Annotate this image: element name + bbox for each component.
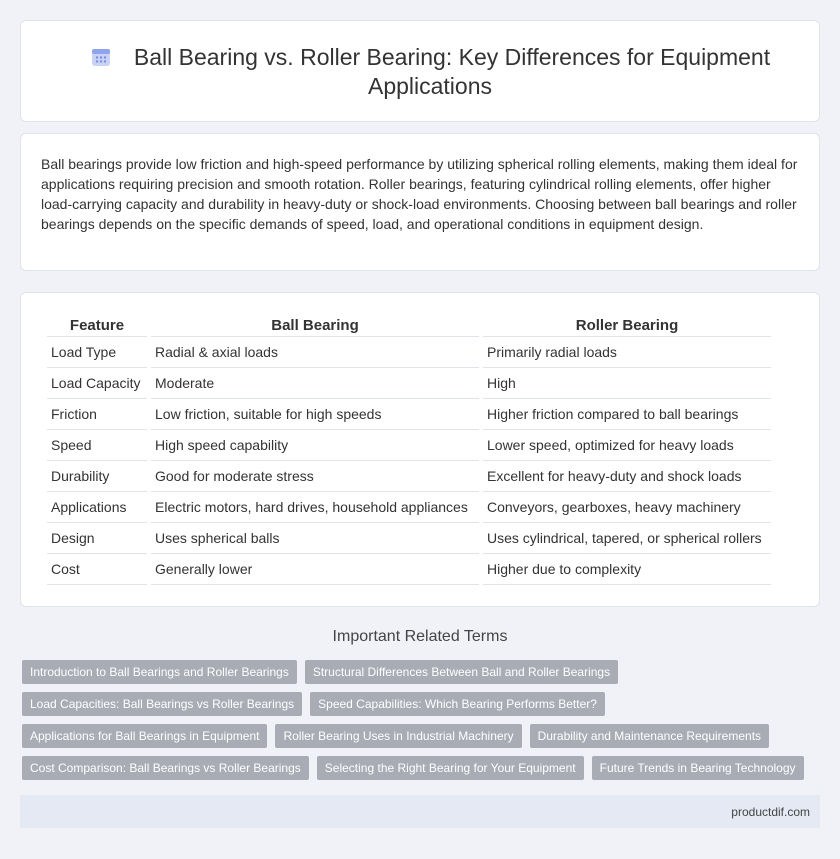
feature-cell: Cost (47, 554, 147, 585)
related-term-link[interactable]: Cost Comparison: Ball Bearings vs Roller Bearings (22, 756, 309, 780)
header-feature: Feature (47, 313, 147, 337)
tag-row (22, 660, 822, 684)
roller-cell: Higher friction compared to ball bearings (483, 399, 771, 430)
feature-cell: Speed (47, 430, 147, 461)
feature-cell: Applications (47, 492, 147, 523)
table-row (47, 368, 771, 399)
table-row (47, 461, 771, 492)
ball-cell: Moderate (151, 368, 479, 399)
intro-paragraph: Ball bearings provide low friction and high-speed performance by utilizing spherical rolling elements, making them ideal for applications requiring precision and smooth rotation. Roller bearings, featuring cylindrical rolling elements, offer higher load-carrying capacity and durability in heavy-duty or shock-load environments. Choosing between ball bearings and roller bearings depends on the specific demands of speed, load, and operational conditions in equipment design. (41, 156, 798, 232)
comparison-table-card (20, 292, 820, 607)
ball-cell: High speed capability (151, 430, 479, 461)
ball-cell: Good for moderate stress (151, 461, 479, 492)
comparison-table (43, 313, 775, 585)
roller-cell: Higher due to complexity (483, 554, 771, 585)
calendar-icon (90, 46, 112, 68)
table-row (47, 523, 771, 554)
tag-row (22, 692, 822, 716)
related-term-link[interactable]: Durability and Maintenance Requirements (530, 724, 769, 748)
ball-cell: Radial & axial loads (151, 337, 479, 368)
roller-cell: Excellent for heavy-duty and shock loads (483, 461, 771, 492)
related-terms-list (22, 660, 822, 788)
table-row (47, 430, 771, 461)
title-card (20, 20, 820, 122)
roller-cell: Uses cylindrical, tapered, or spherical rollers (483, 523, 771, 554)
footer-site-name[interactable]: productdif.com (731, 805, 810, 819)
related-term-link[interactable]: Future Trends in Bearing Technology (592, 756, 804, 780)
related-term-link[interactable]: Applications for Ball Bearings in Equipment (22, 724, 267, 748)
related-term-link[interactable]: Introduction to Ball Bearings and Roller Bearings (22, 660, 297, 684)
table-row (47, 337, 771, 368)
page-title-wrap (81, 43, 779, 101)
roller-cell: Lower speed, optimized for heavy loads (483, 430, 771, 461)
ball-cell: Generally lower (151, 554, 479, 585)
roller-cell: Conveyors, gearboxes, heavy machinery (483, 492, 771, 523)
related-term-link[interactable]: Selecting the Right Bearing for Your Equipment (317, 756, 584, 780)
ball-cell: Uses spherical balls (151, 523, 479, 554)
related-terms-heading: Important Related Terms (332, 628, 508, 645)
intro-card (20, 133, 820, 271)
feature-cell: Load Type (47, 337, 147, 368)
related-term-link[interactable]: Speed Capabilities: Which Bearing Performs Better? (310, 692, 605, 716)
table-row (47, 399, 771, 430)
footer (20, 795, 820, 828)
table-row (47, 554, 771, 585)
feature-cell: Durability (47, 461, 147, 492)
tag-row (22, 756, 822, 780)
tag-row (22, 724, 822, 748)
roller-cell: High (483, 368, 771, 399)
related-term-link[interactable]: Roller Bearing Uses in Industrial Machinery (275, 724, 521, 748)
ball-cell: Electric motors, hard drives, household appliances (151, 492, 479, 523)
header-ball-bearing: Ball Bearing (151, 313, 479, 337)
feature-cell: Load Capacity (47, 368, 147, 399)
header-roller-bearing: Roller Bearing (483, 313, 771, 337)
feature-cell: Design (47, 523, 147, 554)
ball-cell: Low friction, suitable for high speeds (151, 399, 479, 430)
roller-cell: Primarily radial loads (483, 337, 771, 368)
related-term-link[interactable]: Load Capacities: Ball Bearings vs Roller Bearings (22, 692, 302, 716)
feature-cell: Friction (47, 399, 147, 430)
table-header-row (47, 313, 771, 337)
table-row (47, 492, 771, 523)
page-title: Ball Bearing vs. Roller Bearing: Key Differences for Equipment Applications (133, 44, 771, 99)
related-term-link[interactable]: Structural Differences Between Ball and Roller Bearings (305, 660, 618, 684)
